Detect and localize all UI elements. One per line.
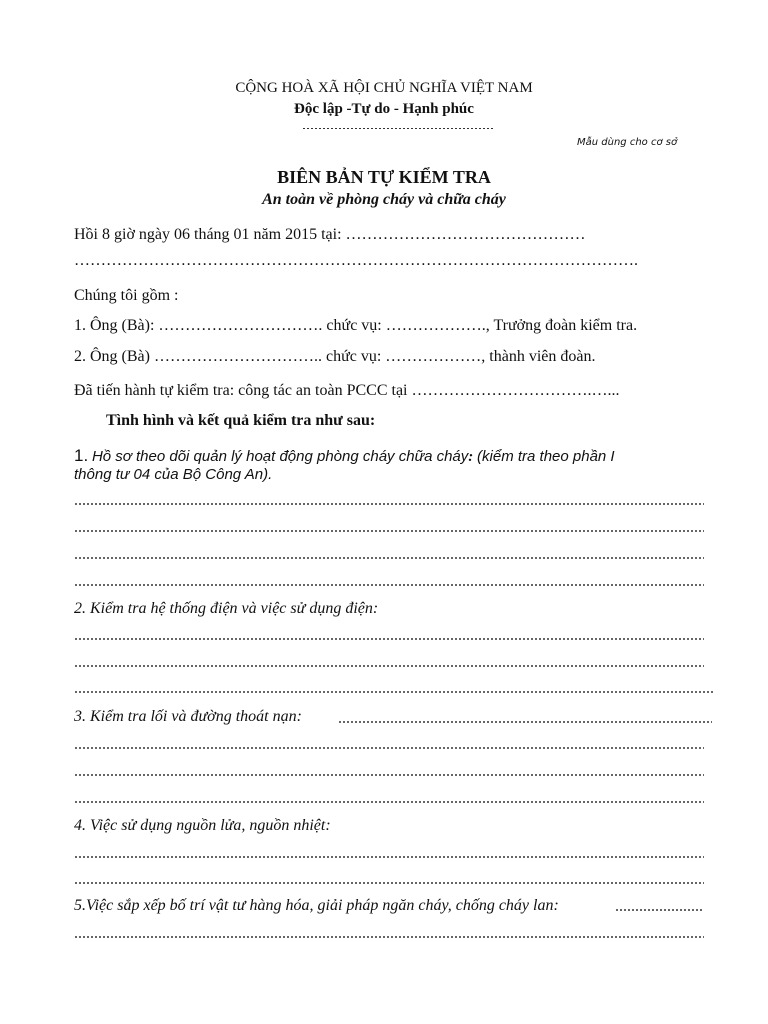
section-1-heading <box>74 446 615 466</box>
section-2-answer-line <box>74 665 704 667</box>
section-1-answer-line <box>74 503 704 505</box>
location-continuation-line: ……………………………………………………………………………………………. <box>74 252 638 269</box>
results-heading: Tình hình và kết quả kiểm tra như sau: <box>106 412 376 429</box>
form-note: Mẫu dùng cho cơ sở <box>577 137 678 148</box>
section-2-answer-line <box>74 691 714 693</box>
conducted-line: Đã tiến hành tự kiểm tra: công tác an toàn PCCC tại …………………………….…... <box>74 382 620 399</box>
header-divider <box>303 128 493 129</box>
members-label: Chúng tôi gồm : <box>74 287 179 304</box>
document-subtitle: An toàn về phòng cháy và chữa cháy <box>262 191 506 208</box>
section-2-heading: 2. Kiểm tra hệ thống điện và việc sử dụng điện: <box>74 600 379 617</box>
document-title: BIÊN BẢN TỰ KIỂM TRA <box>277 167 491 187</box>
member-1-line: 1. Ông (Bà): …………………………. chức vụ: ………………., Trưởng đoàn kiểm tra. <box>74 317 638 334</box>
section-3-answer-line <box>74 774 704 776</box>
section-1-note-line-2: thông tư 04 của Bộ Công An). <box>74 466 273 483</box>
section-1-colon: : <box>468 449 474 465</box>
section-3-inline-answer <box>338 721 712 723</box>
section-4-answer-line <box>74 882 704 884</box>
section-4-answer-line <box>74 856 704 858</box>
time-location-line: Hồi 8 giờ ngày 06 tháng 01 năm 2015 tại: ……………………………………… <box>74 226 586 243</box>
nation-heading: CỘNG HOÀ XÃ HỘI CHỦ NGHĨA VIỆT NAM <box>235 80 533 96</box>
section-1-answer-line <box>74 530 704 532</box>
section-3-answer-line <box>74 747 704 749</box>
section-5-answer-line <box>74 936 704 938</box>
section-1-title: Hồ sơ theo dõi quản lý hoạt động phòng cháy chữa cháy <box>91 448 469 465</box>
section-3-heading: 3. Kiểm tra lối và đường thoát nạn: <box>74 708 302 725</box>
section-3-answer-line <box>74 801 704 803</box>
section-1-number: 1. <box>74 446 89 465</box>
section-1-answer-line <box>74 584 704 586</box>
motto: Độc lập -Tự do - Hạnh phúc <box>294 101 474 117</box>
section-4-heading: 4. Việc sử dụng nguồn lửa, nguồn nhiệt: <box>74 817 331 834</box>
section-5-heading: 5.Việc sắp xếp bố trí vật tư hàng hóa, giải pháp ngăn cháy, chống cháy lan: <box>74 897 559 914</box>
section-1-answer-line <box>74 557 704 559</box>
section-1-note: (kiểm tra theo phần I <box>477 448 615 465</box>
member-2-line: 2. Ông (Bà) ………………………….. chức vụ: ………………, thành viên đoàn. <box>74 348 596 365</box>
section-5-inline-answer <box>615 909 703 911</box>
section-2-answer-line <box>74 638 704 640</box>
